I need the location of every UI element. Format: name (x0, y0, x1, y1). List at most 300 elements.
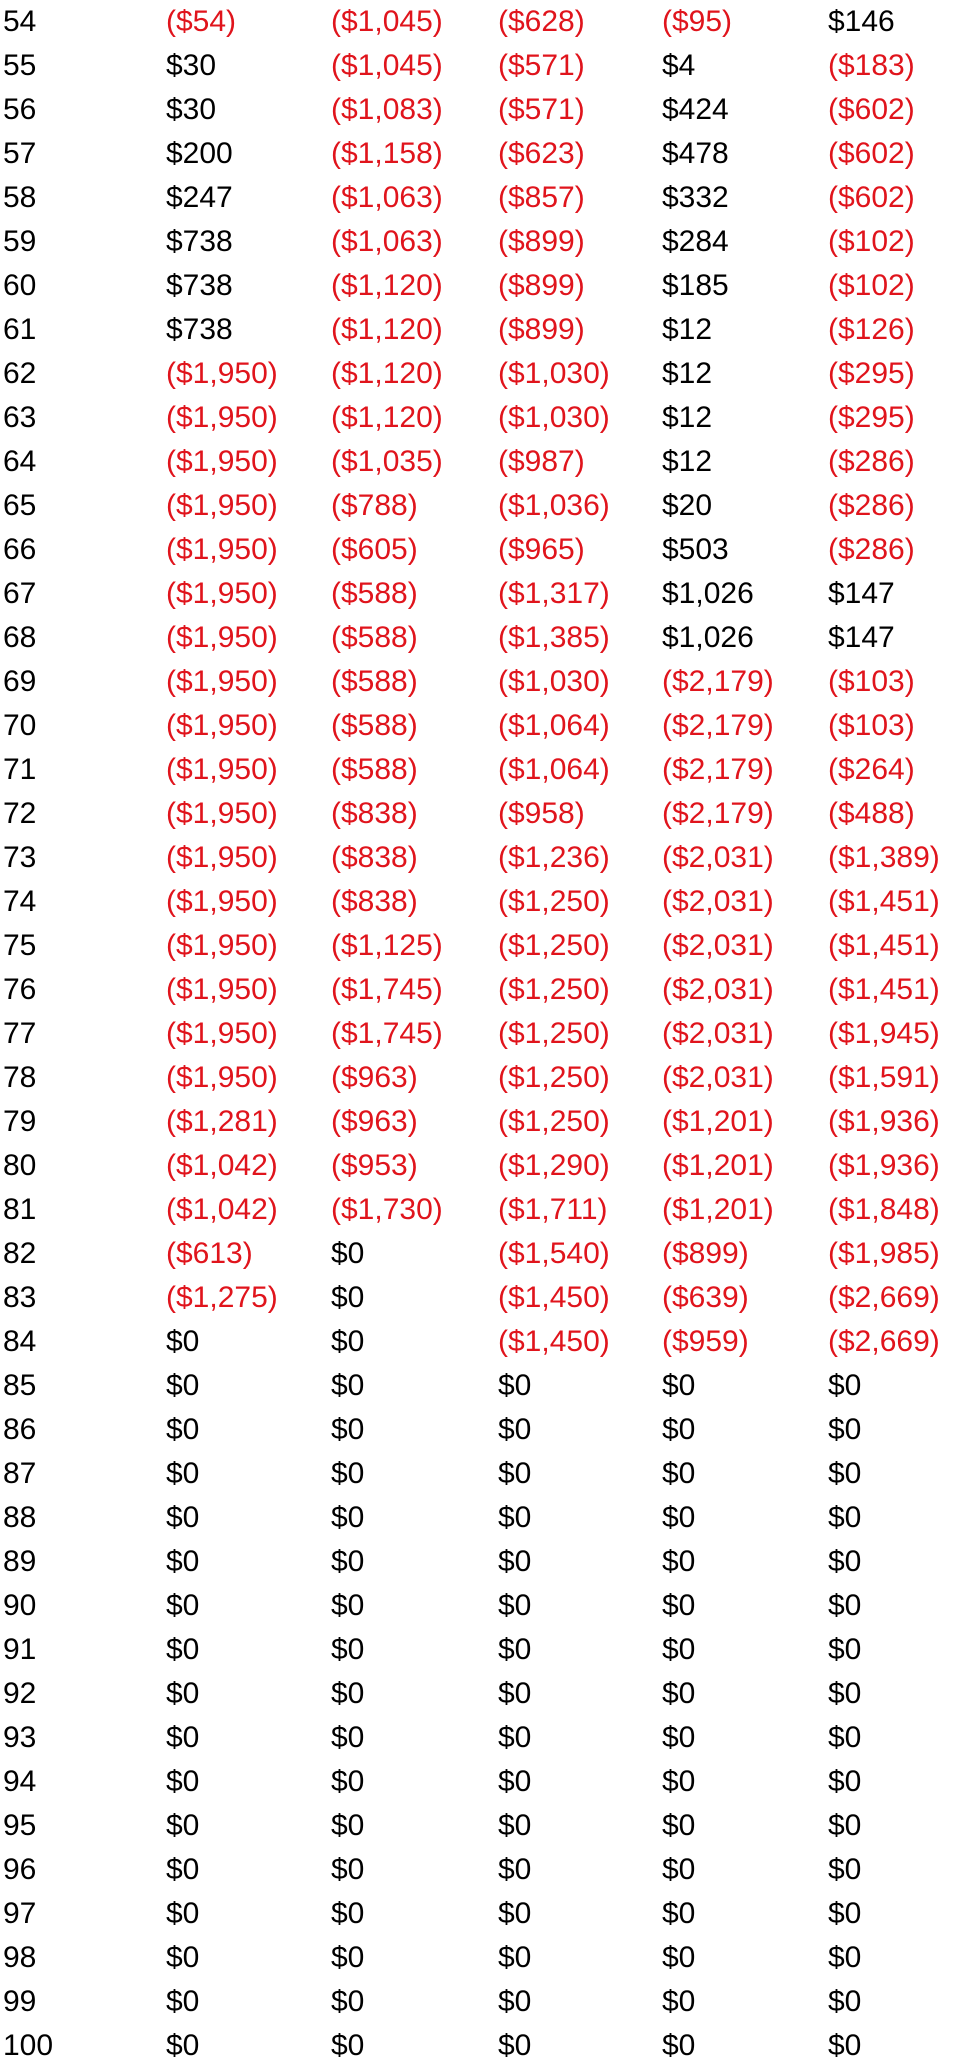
row-index: 84 (3, 1325, 37, 1358)
value-cell: ($1,451) (828, 929, 940, 962)
value-cell: ($1,275) (166, 1281, 278, 1314)
row-index: 63 (3, 401, 37, 434)
value-cell: $0 (166, 1721, 200, 1754)
value-cell: $0 (828, 1369, 862, 1402)
value-cell: ($1,281) (166, 1105, 278, 1138)
table-row (0, 660, 960, 704)
table-row (0, 308, 960, 352)
value-cell: $0 (498, 1545, 532, 1578)
value-cell: $0 (331, 1941, 365, 1974)
value-cell: $0 (828, 1897, 862, 1930)
value-cell: $0 (331, 1545, 365, 1578)
value-cell: ($1,950) (166, 445, 278, 478)
value-cell: ($958) (498, 797, 585, 830)
value-cell: $12 (662, 401, 713, 434)
table-row (0, 176, 960, 220)
value-cell: $0 (828, 1677, 862, 1710)
value-cell: ($602) (828, 137, 915, 170)
value-cell: $0 (498, 1809, 532, 1842)
value-cell: ($838) (331, 885, 418, 918)
value-cell: ($838) (331, 797, 418, 830)
table-row (0, 264, 960, 308)
row-index: 76 (3, 973, 37, 1006)
value-cell: $0 (662, 1457, 696, 1490)
value-cell: ($295) (828, 357, 915, 390)
value-cell: $0 (498, 1457, 532, 1490)
row-index: 89 (3, 1545, 37, 1578)
value-cell: ($1,042) (166, 1193, 278, 1226)
value-cell: $0 (331, 1501, 365, 1534)
row-index: 78 (3, 1061, 37, 1094)
table-row (0, 44, 960, 88)
row-index: 54 (3, 5, 37, 38)
value-cell: $1,026 (662, 621, 754, 654)
table-row (0, 1760, 960, 1804)
table-row (0, 572, 960, 616)
value-cell: $0 (166, 1809, 200, 1842)
value-cell: $1,026 (662, 577, 754, 610)
value-cell: ($1,236) (498, 841, 610, 874)
value-cell: ($639) (662, 1281, 749, 1314)
value-cell: ($1,950) (166, 1061, 278, 1094)
value-cell: ($1,250) (498, 1017, 610, 1050)
value-cell: ($1,045) (331, 49, 443, 82)
value-cell: ($1,745) (331, 973, 443, 1006)
value-cell: ($588) (331, 709, 418, 742)
value-cell: ($1,711) (498, 1193, 608, 1226)
value-cell: ($1,950) (166, 401, 278, 434)
value-cell: $0 (828, 1941, 862, 1974)
value-cell: ($571) (498, 49, 585, 82)
table-row (0, 1232, 960, 1276)
value-cell: ($1,950) (166, 357, 278, 390)
value-cell: ($1,158) (331, 137, 443, 170)
value-cell: ($1,120) (331, 313, 443, 346)
table-row (0, 396, 960, 440)
value-cell: $0 (331, 1633, 365, 1666)
value-cell: ($1,035) (331, 445, 443, 478)
row-index: 81 (3, 1193, 37, 1226)
value-cell: ($1,950) (166, 973, 278, 1006)
value-cell: $0 (331, 1809, 365, 1842)
value-cell: ($857) (498, 181, 585, 214)
row-index: 59 (3, 225, 37, 258)
value-cell: ($1,745) (331, 1017, 443, 1050)
value-cell: ($623) (498, 137, 585, 170)
row-index: 66 (3, 533, 37, 566)
value-cell: ($2,031) (662, 973, 774, 1006)
value-cell: ($286) (828, 489, 915, 522)
table-row (0, 2024, 960, 2068)
value-cell: $0 (498, 1369, 532, 1402)
value-cell: $0 (331, 1369, 365, 1402)
value-cell: ($1,848) (828, 1193, 940, 1226)
row-index: 94 (3, 1765, 37, 1798)
value-cell: ($965) (498, 533, 585, 566)
table-row (0, 132, 960, 176)
value-cell: $0 (662, 1897, 696, 1930)
table-row (0, 616, 960, 660)
value-cell: $0 (331, 1853, 365, 1886)
value-cell: $0 (166, 1633, 200, 1666)
value-cell: $4 (662, 49, 696, 82)
table-row (0, 1012, 960, 1056)
value-cell: $0 (828, 1545, 862, 1578)
value-cell: ($488) (828, 797, 915, 830)
value-cell: ($1,036) (498, 489, 610, 522)
row-index: 83 (3, 1281, 37, 1314)
table-row (0, 704, 960, 748)
value-cell: ($1,950) (166, 929, 278, 962)
value-cell: ($1,120) (331, 357, 443, 390)
value-cell: $0 (662, 1853, 696, 1886)
value-cell: $0 (166, 1897, 200, 1930)
value-cell: ($1,936) (828, 1105, 940, 1138)
value-cell: $0 (166, 1325, 200, 1358)
value-cell: $0 (498, 1897, 532, 1930)
table-row (0, 1936, 960, 1980)
value-cell: $0 (828, 1501, 862, 1534)
value-cell: ($1,950) (166, 621, 278, 654)
value-cell: $0 (331, 1413, 365, 1446)
value-cell: $146 (828, 5, 895, 38)
value-cell: $30 (166, 93, 217, 126)
value-cell: ($1,064) (498, 753, 610, 786)
value-cell: ($1,389) (828, 841, 940, 874)
value-cell: $0 (331, 1281, 365, 1314)
value-cell: $0 (331, 1897, 365, 1930)
value-cell: ($605) (331, 533, 418, 566)
row-index: 95 (3, 1809, 37, 1842)
value-cell: $0 (498, 1589, 532, 1622)
value-cell: ($1,385) (498, 621, 610, 654)
value-cell: ($2,179) (662, 797, 774, 830)
value-cell: $30 (166, 49, 217, 82)
value-cell: $185 (662, 269, 729, 302)
table-row (0, 1188, 960, 1232)
row-index: 98 (3, 1941, 37, 1974)
table-row (0, 352, 960, 396)
value-cell: ($1,950) (166, 489, 278, 522)
value-cell: ($126) (828, 313, 915, 346)
value-cell: ($1,250) (498, 929, 610, 962)
value-cell: $0 (662, 2029, 696, 2062)
value-cell: $0 (166, 1853, 200, 1886)
value-cell: ($1,950) (166, 885, 278, 918)
table-row (0, 484, 960, 528)
value-cell: $0 (331, 2029, 365, 2062)
value-cell: $0 (498, 1985, 532, 2018)
value-cell: ($899) (498, 313, 585, 346)
value-cell: $0 (662, 1413, 696, 1446)
value-cell: ($2,179) (662, 753, 774, 786)
value-cell: $332 (662, 181, 729, 214)
value-cell: ($1,540) (498, 1237, 610, 1270)
value-cell: ($1,950) (166, 665, 278, 698)
value-cell: $0 (498, 2029, 532, 2062)
value-cell: ($1,125) (331, 929, 443, 962)
value-cell: ($1,201) (662, 1105, 774, 1138)
value-cell: $0 (166, 1413, 200, 1446)
value-cell: ($2,179) (662, 709, 774, 742)
row-index: 56 (3, 93, 37, 126)
value-cell: $0 (166, 1501, 200, 1534)
value-cell: $424 (662, 93, 729, 126)
value-cell: ($2,031) (662, 929, 774, 962)
value-cell: ($963) (331, 1061, 418, 1094)
value-cell: ($264) (828, 753, 915, 786)
value-cell: $147 (828, 577, 895, 610)
row-index: 69 (3, 665, 37, 698)
value-cell: $0 (498, 1501, 532, 1534)
table-row (0, 1364, 960, 1408)
value-cell: ($102) (828, 225, 915, 258)
value-cell: ($95) (662, 5, 733, 38)
value-cell: $738 (166, 225, 233, 258)
value-cell: ($2,031) (662, 885, 774, 918)
value-cell: ($1,950) (166, 577, 278, 610)
value-cell: $0 (166, 1765, 200, 1798)
value-cell: ($2,031) (662, 841, 774, 874)
value-cell: ($1,451) (828, 885, 940, 918)
value-cell: $0 (166, 1985, 200, 2018)
row-index: 88 (3, 1501, 37, 1534)
value-cell: $0 (331, 1721, 365, 1754)
value-cell: $0 (331, 1589, 365, 1622)
row-index: 74 (3, 885, 37, 918)
table-row (0, 1056, 960, 1100)
value-cell: $0 (498, 1633, 532, 1666)
row-index: 92 (3, 1677, 37, 1710)
value-cell: ($987) (498, 445, 585, 478)
value-cell: $0 (498, 1765, 532, 1798)
value-cell: $0 (166, 1369, 200, 1402)
row-index: 100 (3, 2029, 54, 2062)
value-cell: ($899) (662, 1237, 749, 1270)
table-row (0, 1144, 960, 1188)
value-cell: $0 (662, 1677, 696, 1710)
value-cell: ($1,250) (498, 1061, 610, 1094)
table-row (0, 0, 960, 44)
value-cell: ($1,317) (498, 577, 610, 610)
value-cell: ($899) (498, 225, 585, 258)
row-index: 90 (3, 1589, 37, 1622)
row-index: 57 (3, 137, 37, 170)
value-cell: $0 (662, 1633, 696, 1666)
table-row (0, 528, 960, 572)
value-cell: ($102) (828, 269, 915, 302)
value-cell: ($2,669) (828, 1325, 940, 1358)
table-row (0, 748, 960, 792)
value-cell: $0 (662, 1765, 696, 1798)
table-row (0, 1496, 960, 1540)
value-cell: ($1,042) (166, 1149, 278, 1182)
value-cell: ($1,201) (662, 1193, 774, 1226)
row-index: 79 (3, 1105, 37, 1138)
value-cell: ($286) (828, 533, 915, 566)
value-cell: ($1,063) (331, 225, 443, 258)
value-cell: ($1,730) (331, 1193, 443, 1226)
value-cell: ($183) (828, 49, 915, 82)
value-cell: $0 (828, 1985, 862, 2018)
value-cell: ($571) (498, 93, 585, 126)
table-row (0, 1628, 960, 1672)
value-cell: ($1,950) (166, 709, 278, 742)
value-cell: $0 (166, 1677, 200, 1710)
value-cell: ($1,950) (166, 841, 278, 874)
value-cell: $284 (662, 225, 729, 258)
row-index: 73 (3, 841, 37, 874)
value-cell: ($1,985) (828, 1237, 940, 1270)
value-cell: $0 (498, 1413, 532, 1446)
table-row (0, 1672, 960, 1716)
table-row (0, 1320, 960, 1364)
value-cell: ($899) (498, 269, 585, 302)
value-cell: $0 (331, 1677, 365, 1710)
value-cell: ($588) (331, 577, 418, 610)
value-cell: ($1,950) (166, 753, 278, 786)
value-cell: ($1,064) (498, 709, 610, 742)
table-row (0, 1100, 960, 1144)
value-cell: ($1,450) (498, 1281, 610, 1314)
row-index: 93 (3, 1721, 37, 1754)
row-index: 97 (3, 1897, 37, 1930)
table-row (0, 220, 960, 264)
value-cell: $0 (662, 1809, 696, 1842)
value-cell: $12 (662, 313, 713, 346)
value-cell: $247 (166, 181, 233, 214)
value-cell: ($286) (828, 445, 915, 478)
row-index: 68 (3, 621, 37, 654)
value-cell: ($963) (331, 1105, 418, 1138)
row-index: 62 (3, 357, 37, 390)
value-cell: ($1,250) (498, 973, 610, 1006)
value-cell: $738 (166, 269, 233, 302)
row-index: 80 (3, 1149, 37, 1182)
table-row (0, 88, 960, 132)
value-cell: $0 (331, 1237, 365, 1270)
value-cell: ($588) (331, 753, 418, 786)
value-cell: ($1,250) (498, 1105, 610, 1138)
value-cell: ($1,030) (498, 665, 610, 698)
value-cell: ($1,063) (331, 181, 443, 214)
value-cell: ($588) (331, 665, 418, 698)
value-cell: ($1,945) (828, 1017, 940, 1050)
value-cell: ($1,120) (331, 401, 443, 434)
value-cell: $0 (331, 1325, 365, 1358)
row-index: 75 (3, 929, 37, 962)
row-index: 72 (3, 797, 37, 830)
value-cell: ($1,045) (331, 5, 443, 38)
value-cell: ($588) (331, 621, 418, 654)
value-cell: ($103) (828, 665, 915, 698)
value-cell: ($1,083) (331, 93, 443, 126)
value-cell: $147 (828, 621, 895, 654)
value-cell: ($602) (828, 181, 915, 214)
table-row (0, 1804, 960, 1848)
value-cell: $0 (662, 1501, 696, 1534)
row-index: 58 (3, 181, 37, 214)
row-index: 82 (3, 1237, 37, 1270)
row-index: 60 (3, 269, 37, 302)
value-cell: $0 (828, 1589, 862, 1622)
table-row (0, 1452, 960, 1496)
table-row (0, 836, 960, 880)
table-row (0, 1892, 960, 1936)
row-index: 61 (3, 313, 37, 346)
value-cell: $0 (828, 1853, 862, 1886)
value-cell: ($1,591) (828, 1061, 940, 1094)
value-cell: ($1,950) (166, 533, 278, 566)
value-cell: $0 (331, 1765, 365, 1798)
value-cell: ($2,179) (662, 665, 774, 698)
value-cell: $200 (166, 137, 233, 170)
value-cell: ($1,290) (498, 1149, 610, 1182)
value-cell: $0 (662, 1369, 696, 1402)
table-row (0, 880, 960, 924)
value-cell: ($1,120) (331, 269, 443, 302)
table-row (0, 792, 960, 836)
value-cell: $20 (662, 489, 713, 522)
value-cell: ($838) (331, 841, 418, 874)
table-row (0, 440, 960, 484)
value-cell: $12 (662, 445, 713, 478)
value-cell: ($103) (828, 709, 915, 742)
value-cell: $0 (166, 1457, 200, 1490)
value-cell: $478 (662, 137, 729, 170)
row-index: 71 (3, 753, 37, 786)
value-cell: $0 (166, 1545, 200, 1578)
value-cell: ($959) (662, 1325, 749, 1358)
value-cell: $738 (166, 313, 233, 346)
table-row (0, 1408, 960, 1452)
value-cell: $0 (331, 1985, 365, 2018)
row-index: 77 (3, 1017, 37, 1050)
row-index: 96 (3, 1853, 37, 1886)
value-cell: $0 (166, 1589, 200, 1622)
value-cell: $0 (662, 1545, 696, 1578)
value-cell: $0 (828, 1721, 862, 1754)
value-cell: $0 (331, 1457, 365, 1490)
table-row (0, 1584, 960, 1628)
value-cell: $503 (662, 533, 729, 566)
value-cell: $12 (662, 357, 713, 390)
value-cell: ($788) (331, 489, 418, 522)
value-cell: $0 (828, 1765, 862, 1798)
table-row (0, 968, 960, 1012)
row-index: 86 (3, 1413, 37, 1446)
value-cell: $0 (828, 2029, 862, 2062)
row-index: 70 (3, 709, 37, 742)
value-cell: $0 (828, 1413, 862, 1446)
row-index: 67 (3, 577, 37, 610)
table-row (0, 1540, 960, 1584)
value-cell: ($1,450) (498, 1325, 610, 1358)
value-cell: ($1,030) (498, 357, 610, 390)
value-cell: ($1,250) (498, 885, 610, 918)
value-cell: $0 (828, 1457, 862, 1490)
value-cell: $0 (498, 1853, 532, 1886)
value-cell: $0 (828, 1633, 862, 1666)
row-index: 91 (3, 1633, 37, 1666)
row-index: 65 (3, 489, 37, 522)
value-cell: ($602) (828, 93, 915, 126)
value-cell: $0 (662, 1941, 696, 1974)
row-index: 87 (3, 1457, 37, 1490)
table-row (0, 1276, 960, 1320)
value-cell: ($1,030) (498, 401, 610, 434)
value-cell: ($1,936) (828, 1149, 940, 1182)
